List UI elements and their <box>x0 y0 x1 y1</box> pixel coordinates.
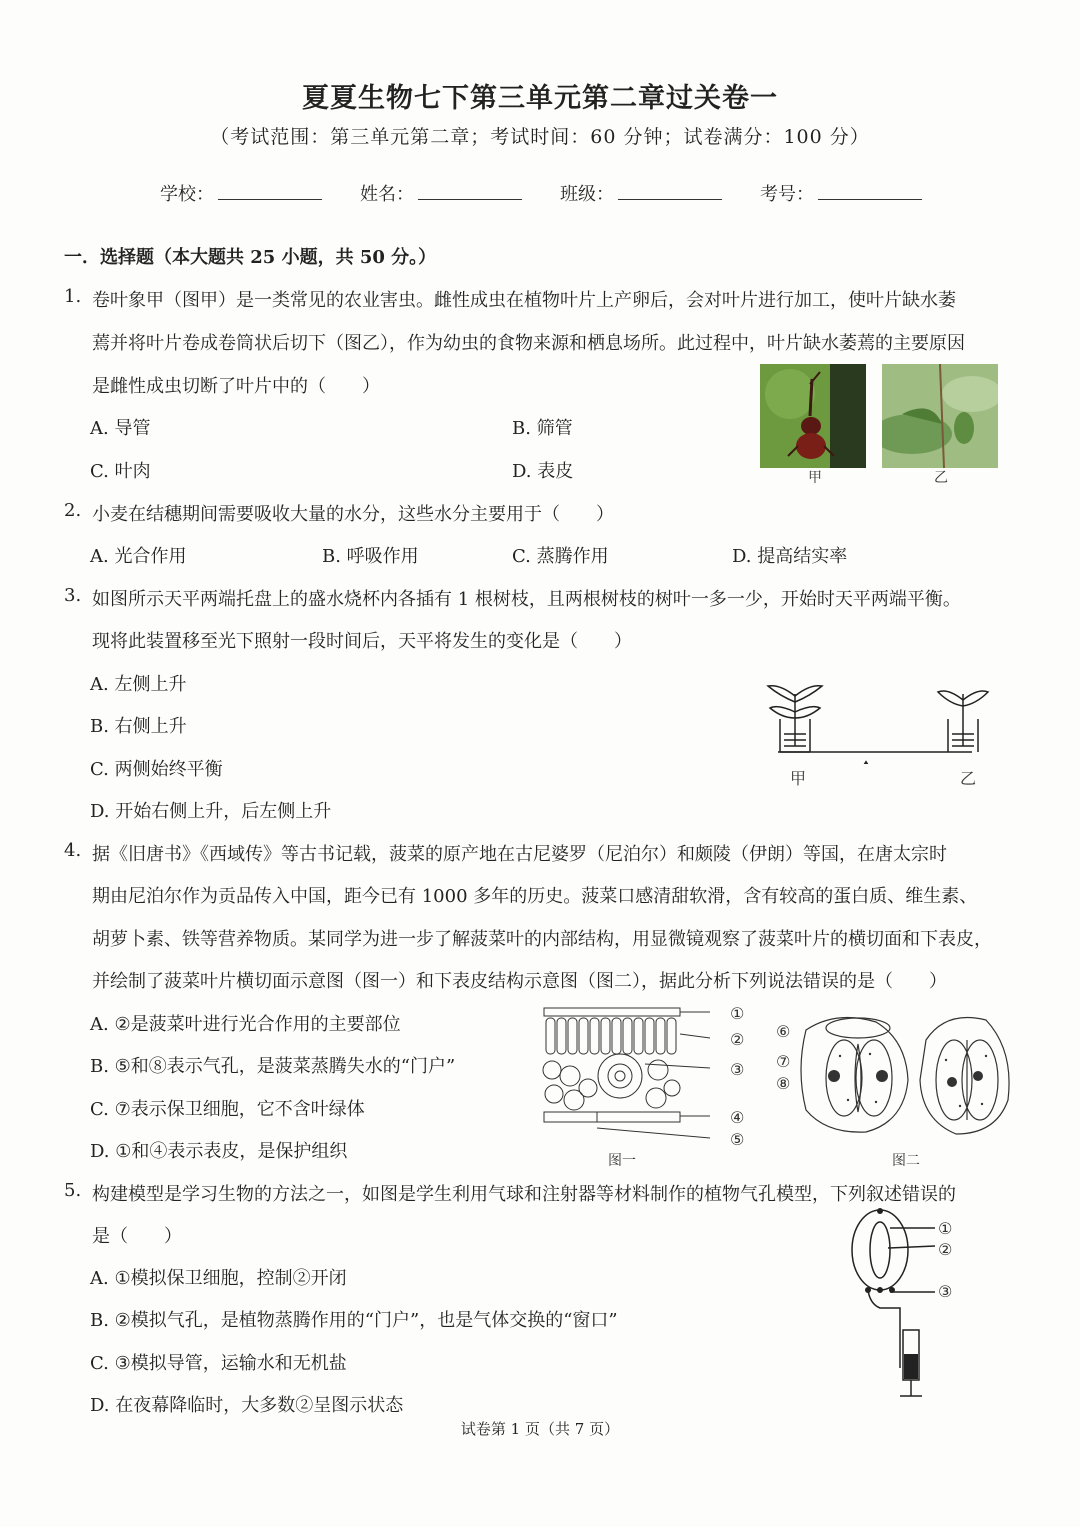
page-footer: 试卷第 1 页（共 7 页） <box>460 1420 620 1438</box>
option-b[interactable]: B. ⑤和⑧表示气孔，是菠菜蒸腾失水的“门户” <box>90 1056 456 1077</box>
field-label: 考号： <box>760 184 814 205</box>
question-number: 2. <box>64 500 82 521</box>
exam-info: （考试范围：第三单元第二章；考试时间：60 分钟；试卷满分：100 分） <box>210 126 870 148</box>
epidermis-diagram <box>796 1010 1018 1142</box>
diagram-label: 甲 <box>790 769 807 788</box>
stomata-model-diagram <box>840 1208 940 1404</box>
figure-label: ⑦ <box>776 1052 791 1071</box>
blank-line <box>218 185 322 200</box>
option-c[interactable]: C. 叶肉 <box>90 461 151 482</box>
question-text-line: 小麦在结穗期间需要吸收大量的水分，这些水分主要用于（ ） <box>92 504 614 525</box>
leaf-roll-photo <box>882 364 998 468</box>
blank-line <box>618 185 722 200</box>
question-text-line: 期由尼泊尔作为贡品传入中国，距今已有 1000 多年的历史。菠菜口感清甜软滑，含有较高的蛋白质、维生素、 <box>92 886 978 907</box>
question-text-line: 现将此装置移至光下照射一段时间后，天平将发生的变化是（ ） <box>92 631 632 652</box>
figure-caption: 图二 <box>892 1153 920 1169</box>
option-c[interactable]: C. 蒸腾作用 <box>512 546 609 567</box>
field-label: 班级： <box>560 184 614 205</box>
figure-label: ⑥ <box>776 1022 791 1041</box>
question-number: 3. <box>64 585 82 606</box>
option-d[interactable]: D. 表皮 <box>512 461 574 482</box>
question-text-line: 胡萝卜素、铁等营养物质。某同学为进一步了解菠菜叶的内部结构，用显微镜观察了菠菜叶片的横切面和下表皮， <box>92 929 992 950</box>
question-text-line: 据《旧唐书》《西域传》等古书记载，菠菜的原产地在古尼婆罗（尼泊尔）和颇陵（伊朗）等国，在唐太宗时 <box>92 844 947 865</box>
figure-caption: 乙 <box>934 470 948 486</box>
question-text-line: 蔫并将叶片卷成卷筒状后切下（图乙），作为幼虫的食物来源和栖息场所。此过程中，叶片缺水萎蔫的主要原因 <box>92 333 965 354</box>
question-number: 4. <box>64 840 82 861</box>
figure-label: ② <box>730 1030 745 1049</box>
option-d[interactable]: D. 提高结实率 <box>732 546 848 567</box>
option-c[interactable]: C. ③模拟导管，运输水和无机盐 <box>90 1353 347 1374</box>
figure-label: ① <box>730 1004 745 1023</box>
option-a[interactable]: A. ②是菠菜叶进行光合作用的主要部位 <box>90 1014 401 1035</box>
option-c[interactable]: C. ⑦表示保卫细胞，它不含叶绿体 <box>90 1099 365 1120</box>
option-b[interactable]: B. 筛管 <box>512 418 573 439</box>
option-d[interactable]: D. 开始右侧上升，后左侧上升 <box>90 801 332 822</box>
field-name <box>360 180 522 206</box>
question-text-line: 是（ ） <box>92 1226 182 1247</box>
question-number: 1. <box>64 286 82 307</box>
question-text-line: 并绘制了菠菜叶片横切面示意图（图一）和下表皮结构示意图（图二），据此分析下列说法错误的是（ ） <box>92 971 947 992</box>
weevil-photo <box>760 364 866 468</box>
field-class <box>560 180 722 206</box>
option-d[interactable]: D. ①和④表示表皮，是保护组织 <box>90 1141 348 1162</box>
option-b[interactable]: B. 呼吸作用 <box>322 546 419 567</box>
figure-label: ② <box>938 1240 953 1259</box>
option-c[interactable]: C. 两侧始终平衡 <box>90 759 223 780</box>
figure-label: ③ <box>730 1060 745 1079</box>
leaf-cross-section-diagram <box>540 1004 718 1144</box>
figure-label: ⑤ <box>730 1130 745 1149</box>
question-text-line: 是雌性成虫切断了叶片中的（ ） <box>92 376 380 397</box>
option-b[interactable]: B. ②模拟气孔，是植物蒸腾作用的“门户”，也是气体交换的“窗口” <box>90 1310 618 1331</box>
question-number: 5. <box>64 1180 82 1201</box>
figure-caption: 甲 <box>808 470 822 486</box>
field-label: 姓名： <box>360 184 414 205</box>
figure-label: ④ <box>730 1108 745 1127</box>
figure-caption: 图一 <box>608 1153 636 1169</box>
field-exam-number <box>760 180 922 206</box>
figure-label: ① <box>938 1219 953 1238</box>
question-text-line: 构建模型是学习生物的方法之一，如图是学生利用气球和注射器等材料制作的植物气孔模型，下列叙述错误的 <box>92 1184 956 1205</box>
balance-diagram <box>760 674 990 764</box>
page-title: 夏夏生物七下第三单元第二章过关卷一 <box>302 83 778 114</box>
diagram-label: 乙 <box>960 769 977 788</box>
section-heading: 一．选择题（本大题共 25 小题，共 50 分。） <box>64 247 437 268</box>
field-label: 学校： <box>160 184 214 205</box>
blank-line <box>818 185 922 200</box>
option-a[interactable]: A. 导管 <box>90 418 151 439</box>
field-school <box>160 180 322 206</box>
question-text-line: 如图所示天平两端托盘上的盛水烧杯内各插有 1 根树枝，且两根树枝的树叶一多一少，开始时天平两端平衡。 <box>92 589 961 610</box>
option-a[interactable]: A. 光合作用 <box>90 546 187 567</box>
figure-label: ③ <box>938 1282 953 1301</box>
option-a[interactable]: A. 左侧上升 <box>90 674 187 695</box>
option-d[interactable]: D. 在夜幕降临时，大多数②呈图示状态 <box>90 1395 404 1416</box>
figure-label: ⑧ <box>776 1074 791 1093</box>
option-b[interactable]: B. 右侧上升 <box>90 716 187 737</box>
option-a[interactable]: A. ①模拟保卫细胞，控制②开闭 <box>90 1268 347 1289</box>
blank-line <box>418 185 522 200</box>
question-text-line: 卷叶象甲（图甲）是一类常见的农业害虫。雌性成虫在植物叶片上产卵后，会对叶片进行加工，使叶片缺水萎 <box>92 290 956 311</box>
